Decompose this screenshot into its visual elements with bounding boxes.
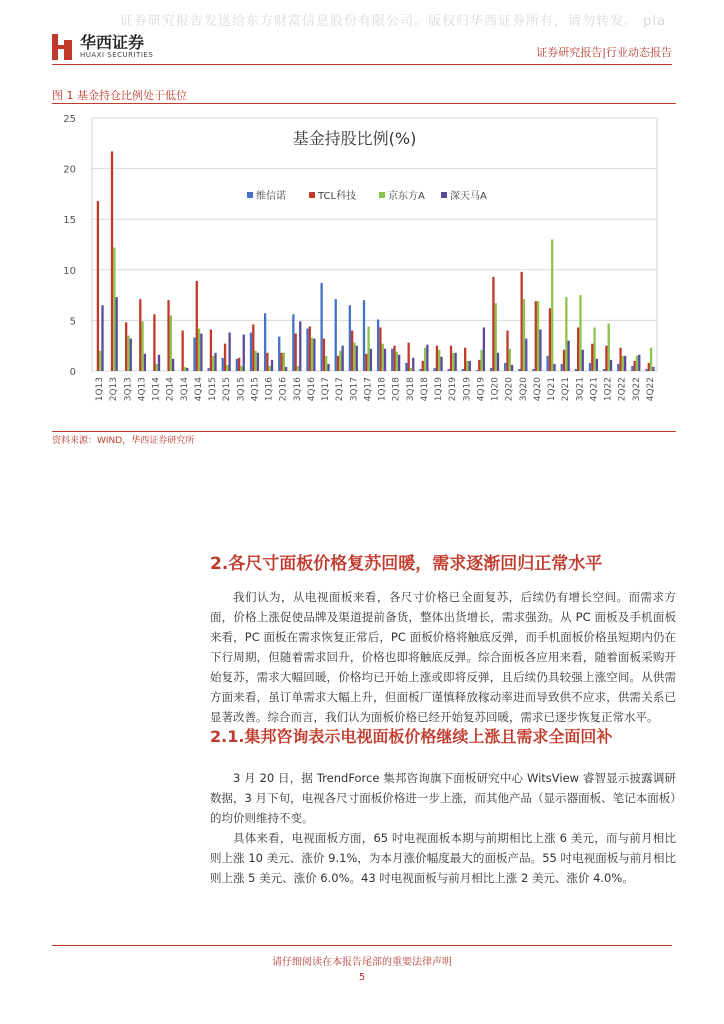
- bar: [295, 334, 297, 371]
- bar: [617, 364, 619, 371]
- bar: [257, 353, 259, 371]
- y-tick-label: 0: [69, 367, 76, 378]
- legend-label: 京东方A: [388, 191, 425, 202]
- bar: [377, 319, 379, 371]
- bar: [254, 351, 256, 371]
- bar: [280, 353, 282, 371]
- bar: [553, 364, 555, 371]
- bar: [424, 348, 426, 371]
- bar: [337, 356, 339, 371]
- bar: [619, 348, 621, 371]
- bar: [141, 321, 143, 371]
- bar: [610, 360, 612, 371]
- bar: [535, 301, 537, 371]
- x-tick-label: 1Q15: [208, 377, 219, 402]
- logo-name-cn: 华西证券: [80, 33, 145, 52]
- x-tick-label: 1Q22: [603, 377, 614, 402]
- bar: [363, 300, 365, 371]
- legend-label: TCL科技: [318, 191, 357, 202]
- x-tick-label: 2Q22: [617, 377, 628, 402]
- bar: [593, 327, 595, 371]
- bar: [156, 364, 158, 371]
- bar: [139, 299, 141, 371]
- x-tick-label: 1Q16: [264, 377, 275, 402]
- bar: [469, 361, 471, 371]
- x-tick-label: 4Q13: [137, 377, 148, 402]
- bar: [238, 358, 240, 371]
- x-tick-label: 1Q20: [490, 377, 501, 402]
- legal-notice: 请仔细阅读在本报告尾部的重要法律声明: [272, 957, 452, 968]
- bar: [335, 299, 337, 371]
- x-tick-label: 4Q17: [363, 377, 374, 402]
- bar: [144, 354, 146, 371]
- bar: [412, 358, 414, 371]
- bar: [393, 346, 395, 371]
- bar: [365, 354, 367, 371]
- x-tick-label: 2Q15: [222, 377, 233, 402]
- bar: [622, 356, 624, 371]
- header-divider: [52, 64, 672, 65]
- bar: [240, 366, 242, 371]
- x-tick-label: 3Q13: [123, 377, 134, 402]
- bar: [596, 359, 598, 371]
- bar: [250, 333, 252, 371]
- bar: [228, 333, 230, 371]
- bar: [408, 343, 410, 371]
- huaxi-logo-icon: [52, 34, 74, 60]
- bar: [172, 359, 174, 371]
- bar: [565, 297, 567, 371]
- x-tick-label: 3Q16: [292, 377, 303, 402]
- bar: [648, 363, 650, 371]
- bar: [551, 239, 553, 371]
- x-tick-label: 2Q14: [165, 377, 176, 402]
- section-heading: 2.各尺寸面板价格复苏回暖，需求逐渐回归正常水平: [210, 554, 603, 574]
- bar: [311, 338, 313, 371]
- bar: [207, 368, 209, 371]
- bar: [214, 353, 216, 371]
- legend-swatch: [309, 192, 315, 198]
- bar: [266, 353, 268, 371]
- bar: [226, 365, 228, 371]
- bar: [167, 300, 169, 371]
- bar: [525, 339, 527, 371]
- x-tick-label: 3Q14: [179, 377, 190, 402]
- subsection-paragraph-2: 具体来看，电视面板方面，65 吋电视面板本期与前期相比上涨 6 美元，而与前月相比则上涨 10 美元、涨价 9.1%，为本月涨价幅度最大的面板产品。55 吋电视面板与前月相比则上涨 5 美元、涨价 6.0%。43 吋电视面板与前月相比上涨 2 美元、涨价 4.0%。: [210, 831, 676, 885]
- bar: [605, 346, 607, 371]
- bar: [299, 321, 301, 371]
- bar: [563, 350, 565, 371]
- y-tick-label: 10: [63, 265, 76, 277]
- x-tick-label: 2Q20: [504, 377, 515, 402]
- bar: [591, 344, 593, 371]
- bar: [186, 368, 188, 371]
- bar: [252, 324, 254, 371]
- x-tick-label: 2Q18: [391, 377, 402, 402]
- bar: [212, 356, 214, 371]
- bar: [278, 337, 280, 371]
- bar: [367, 326, 369, 371]
- bar: [297, 366, 299, 371]
- x-tick-label: 4Q16: [306, 377, 317, 402]
- logo-name-en: HUAXI SECURITIES: [80, 51, 154, 59]
- bar: [567, 341, 569, 371]
- bar: [476, 370, 478, 371]
- bar: [561, 364, 563, 371]
- bar: [356, 346, 358, 371]
- bar: [153, 314, 155, 371]
- bar: [532, 369, 534, 371]
- bar: [396, 352, 398, 371]
- bar: [243, 335, 245, 371]
- bar: [271, 360, 273, 371]
- bar: [283, 353, 285, 371]
- bar: [370, 349, 372, 371]
- x-tick-label: 1Q21: [547, 377, 558, 402]
- legend-swatch: [247, 192, 253, 198]
- subsection-paragraph-1: 3 月 20 日，据 TrendForce 集邦咨询旗下面板研究中心 WitsView 睿智显示披露调研数据，3 月下旬，电视各尺寸面板价格进一步上涨，而其他产品（显示器面板、笔记本面板）的均价则维持不变。: [210, 771, 676, 825]
- figure-source: 资料来源：WIND，华西证券研究所: [52, 436, 195, 446]
- bar: [438, 350, 440, 371]
- x-tick-label: 3Q18: [405, 377, 416, 402]
- bar: [327, 364, 329, 371]
- bar: [422, 361, 424, 371]
- bar: [454, 353, 456, 371]
- bar: [478, 360, 480, 371]
- bar: [452, 353, 454, 371]
- bar: [320, 283, 322, 371]
- bar: [184, 367, 186, 371]
- bar: [127, 336, 129, 371]
- bar: [426, 345, 428, 371]
- bar: [464, 348, 466, 371]
- x-tick-label: 2Q16: [278, 377, 289, 402]
- x-tick-label: 2Q17: [335, 377, 346, 402]
- bar: [624, 356, 626, 371]
- x-tick-label: 4Q19: [476, 377, 487, 402]
- page-number: 5: [358, 972, 366, 983]
- bar: [497, 353, 499, 371]
- bar: [101, 305, 103, 371]
- bar: [539, 330, 541, 371]
- x-tick-label: 4Q20: [532, 377, 543, 402]
- bar: [410, 368, 412, 371]
- bar: [325, 356, 327, 371]
- bar: [462, 369, 464, 371]
- x-tick-label: 1Q19: [434, 377, 445, 402]
- bar: [546, 356, 548, 371]
- figure-box: [52, 103, 676, 432]
- bar: [523, 299, 525, 371]
- x-tick-label: 4Q15: [250, 377, 261, 402]
- bar: [391, 349, 393, 371]
- bar: [269, 366, 271, 371]
- legend-label: 深天马A: [450, 191, 487, 202]
- x-tick-label: 1Q14: [151, 377, 162, 402]
- bar: [638, 355, 640, 371]
- watermark: 证券研究报告发送给东方财富信息股份有限公司。版权归华西证券所有，请勿转发。 pla: [120, 14, 666, 29]
- bar-chart: [52, 104, 676, 431]
- section-paragraph: 我们认为，从电视面板来看，各尺寸价格已全面复苏，后续仍有增长空间。而需求方面，价格上涨促使品牌及渠道提前备货，整体出货增长，需求强劲。从 PC 面板及手机面板来看，PC 面板在需求恢复正常后，PC 面板价格将触底反弹，而手机面板价格虽短期内仍在下行周期，但随着需求回升，价格也即将触底反弹。综合面板各应用来看，随着面板采购开始复苏，需求大幅回暖，价格均已开始上涨或即将反弹，且后续仍具较强上涨空间。从供需方面来看，虽订单需求大幅上升，但面板厂谨慎释放稼动率进而导致供不应求，供需关系已显著改善。综合而言，我们认为面板价格已经开始复苏回暖，需求已逐步恢复正常水平。: [210, 590, 676, 724]
- bar: [490, 368, 492, 371]
- bar: [579, 295, 581, 371]
- x-tick-label: 1Q17: [321, 377, 332, 402]
- x-tick-label: 2Q19: [448, 377, 459, 402]
- bar: [589, 363, 591, 371]
- bar: [582, 350, 584, 371]
- x-tick-label: 2Q13: [109, 377, 120, 402]
- bar: [115, 297, 117, 371]
- bar: [382, 344, 384, 371]
- bar: [405, 363, 407, 371]
- bar: [306, 328, 308, 371]
- bar: [313, 339, 315, 371]
- bar: [537, 301, 539, 371]
- bar: [97, 201, 99, 371]
- bar: [113, 248, 115, 371]
- bar: [509, 349, 511, 371]
- x-tick-label: 3Q20: [518, 377, 529, 402]
- company-logo: [52, 34, 153, 60]
- x-tick-label: 3Q15: [236, 377, 247, 402]
- bar: [236, 359, 238, 371]
- subsection-heading: 2.1.集邦咨询表示电视面板价格继续上涨且需求全面回补: [210, 727, 613, 746]
- x-tick-label: 2Q21: [561, 377, 572, 402]
- x-tick-label: 4Q22: [645, 377, 656, 402]
- bar: [353, 343, 355, 371]
- bar: [170, 315, 172, 371]
- bar: [158, 355, 160, 371]
- bar: [99, 351, 101, 371]
- x-tick-label: 1Q18: [377, 377, 388, 402]
- bar: [577, 327, 579, 371]
- y-tick-label: 20: [63, 164, 76, 176]
- bar: [448, 369, 450, 371]
- bar: [419, 369, 421, 371]
- bar: [511, 365, 513, 371]
- bar: [264, 313, 266, 371]
- legend-swatch: [441, 192, 447, 198]
- bar: [575, 369, 577, 371]
- bar: [349, 305, 351, 371]
- x-tick-label: 1Q13: [95, 377, 106, 402]
- bar: [384, 349, 386, 371]
- report-type: 证券研究报告|行业动态报告: [536, 46, 672, 59]
- bar: [196, 281, 198, 371]
- bar: [323, 339, 325, 371]
- bar: [433, 368, 435, 371]
- bar: [645, 369, 647, 371]
- bar: [603, 369, 605, 371]
- bar: [504, 363, 506, 371]
- footer-divider: [52, 945, 672, 946]
- bar: [636, 356, 638, 371]
- bar: [198, 328, 200, 371]
- figure-caption: 图 1 基金持仓比例处于低位: [52, 89, 187, 102]
- bar: [111, 151, 113, 371]
- bar: [631, 366, 633, 371]
- bar: [125, 322, 127, 371]
- bar: [285, 367, 287, 371]
- bar: [506, 331, 508, 371]
- bar: [379, 327, 381, 371]
- x-tick-label: 4Q21: [589, 377, 600, 402]
- bar: [436, 346, 438, 371]
- legend-swatch: [379, 192, 385, 198]
- bar: [339, 351, 341, 371]
- legend-label: 维信诺: [256, 191, 286, 202]
- bar: [495, 303, 497, 371]
- bar: [309, 326, 311, 371]
- bar: [130, 339, 132, 371]
- bar: [210, 330, 212, 371]
- x-tick-label: 3Q17: [349, 377, 360, 402]
- y-tick-label: 5: [69, 316, 76, 328]
- y-tick-label: 25: [63, 114, 76, 125]
- bar: [650, 348, 652, 371]
- bar: [652, 367, 654, 371]
- x-tick-label: 3Q22: [631, 377, 642, 402]
- bar: [492, 277, 494, 371]
- x-tick-label: 3Q21: [575, 377, 586, 402]
- chart-title: 基金持股比例(%): [292, 129, 417, 148]
- plot-area: [92, 118, 657, 371]
- y-tick-label: 15: [63, 215, 76, 227]
- bar: [193, 338, 195, 371]
- bar: [634, 361, 636, 371]
- bar: [182, 331, 184, 371]
- bar: [222, 358, 224, 371]
- bar: [341, 346, 343, 371]
- bar: [200, 334, 202, 371]
- x-tick-label: 4Q14: [193, 377, 204, 402]
- bar: [549, 308, 551, 371]
- bar: [398, 355, 400, 371]
- bar: [440, 357, 442, 371]
- x-tick-label: 3Q19: [462, 377, 473, 402]
- bar: [518, 369, 520, 371]
- bar: [224, 344, 226, 371]
- bar: [608, 323, 610, 371]
- bar: [480, 350, 482, 371]
- bar: [351, 331, 353, 371]
- bar: [450, 346, 452, 371]
- bar: [521, 272, 523, 371]
- x-tick-label: 4Q18: [419, 377, 430, 402]
- bar: [292, 314, 294, 371]
- bar: [483, 327, 485, 371]
- bar: [466, 361, 468, 371]
